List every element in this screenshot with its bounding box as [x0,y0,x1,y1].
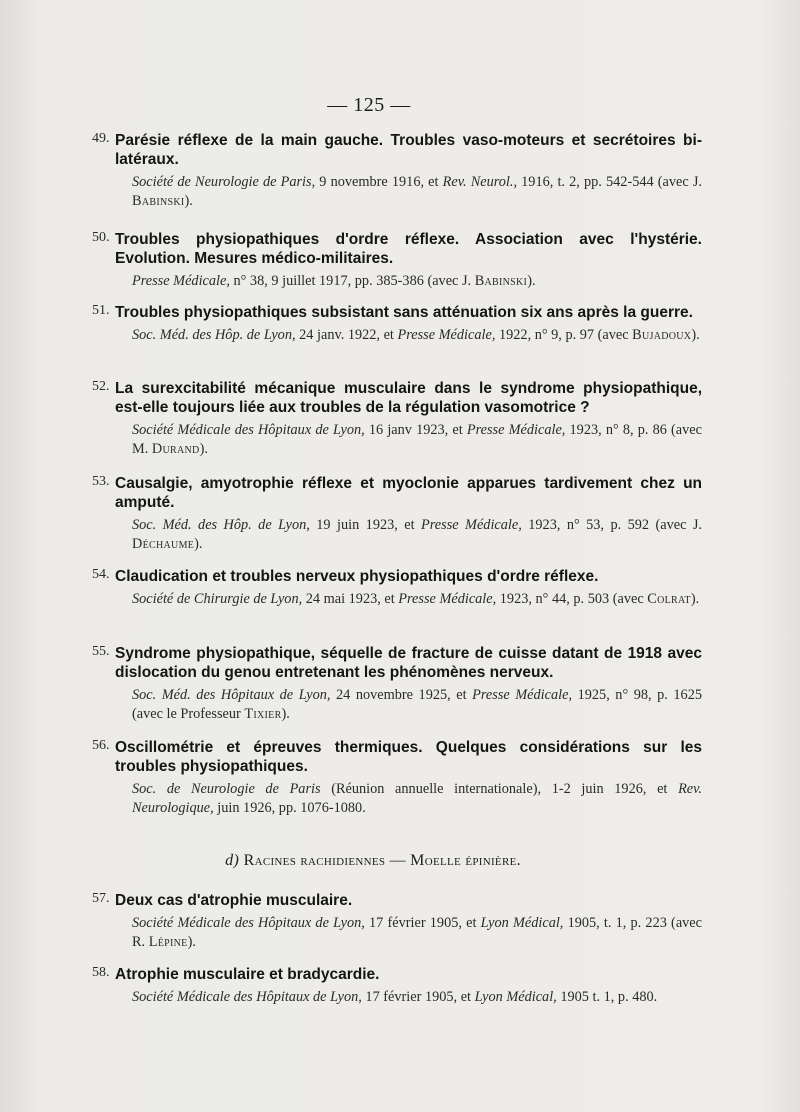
entry-reference [132,780,702,818]
journal-name: Presse Médicale, [421,517,522,533]
reference-text: ). [199,441,208,457]
reference-text: ). [194,536,203,552]
entry-reference [132,686,702,724]
bibliography-entry-54 [92,567,702,609]
entry-reference [132,914,702,952]
reference-text: 17 février 1905, et [364,915,481,931]
entry-title: Claudication et troubles nerveux physiopathiques d'ordre réflexe. [115,568,599,585]
coauthor-name: Déchaume [132,536,195,552]
reference-text: 1905 t. 1, p. 480. [556,989,658,1005]
journal-name: Soc. Méd. des Hôpitaux de Lyon, [132,687,331,703]
reference-text: ). [527,273,536,289]
reference-text: n° 38, 9 juillet 1917, pp. 385-386 (avec J. [229,273,475,289]
reference-text: 1905, t. 1, p. 223 (avec R. [132,915,702,950]
entry-title: Troubles physiopathiques subsistant sans atténuation six ans après la guerre. [115,304,693,321]
journal-name: Lyon Médical, [474,989,557,1005]
bibliography-entry-50 [92,230,702,291]
bibliography-entry-51 [92,303,702,345]
entry-reference [132,590,702,609]
reference-text: ). [184,193,193,209]
reference-text: ). [691,327,700,343]
bibliography-entry-57 [92,891,702,952]
entry-reference [132,272,702,291]
reference-text: 9 novembre 1916, et [315,174,443,190]
entry-reference [132,516,702,554]
reference-text: 19 juin 1923, et [309,517,422,533]
coauthor-name: Babinski [132,193,185,209]
journal-name: Presse Médicale, [466,422,566,438]
bibliography-entry-56 [92,738,702,818]
bibliography-entry-53 [92,474,702,554]
section-heading [0,852,746,870]
section-letter: d) [225,852,240,869]
journal-name: Rev. Neurol., [442,174,518,190]
reference-text: 1925, n° 98, p. 1625 (avec le Professeur [132,687,703,722]
journal-name: Rev. Neurologique, [132,781,702,816]
reference-text: 1923, n° 8, p. 86 (avec M. [132,422,702,457]
entry-title: Troubles physiopathiques d'ordre réflexe. Association avec l'hystérie. Evolution. Mesures médico-militaires. [115,231,702,267]
entry-number: 52. [92,379,110,394]
coauthor-name: Tixier [244,706,282,722]
reference-text: 1916, t. 2, pp. 542-544 (avec J. [517,174,703,190]
entry-reference [132,421,702,459]
entry-number: 54. [92,567,110,582]
section-title: Racines rachidiennes — Moelle épinière. [243,852,521,869]
reference-text: 1922, n° 9, p. 97 (avec [495,327,633,343]
reference-text: 1923, n° 53, p. 592 (avec J. [521,517,702,533]
coauthor-name: Bujadoux [632,327,692,343]
reference-text: (Réunion annuelle internationale), 1-2 juin 1926, et [320,781,679,797]
journal-name: Lyon Médical, [480,915,564,931]
entry-number: 50. [92,230,110,245]
reference-text: ). [281,706,290,722]
entry-reference [132,173,702,211]
journal-name: Société de Chirurgie de Lyon, [132,591,303,607]
entry-number: 53. [92,474,110,489]
entry-number: 57. [92,891,110,906]
page-number: — 125 — [327,94,411,116]
entry-reference [132,326,702,345]
entry-title: Deux cas d'atrophie musculaire. [115,892,353,909]
journal-name: Soc. Méd. des Hôp. de Lyon, [132,517,310,533]
reference-text: 16 janv 1923, et [364,422,467,438]
reference-text: ). [690,591,700,607]
entry-title: La surexcitabilité mécanique musculaire dans le syndrome physiopathique, est-elle toujours liée aux troubles de la régulation vasomotrice ? [115,380,702,416]
bibliography-entry-52 [92,379,702,459]
reference-text: 24 novembre 1925, et [330,687,473,703]
bibliography-entry-58 [92,965,702,1007]
entry-title: Syndrome physiopathique, séquelle de fracture de cuisse datant de 1918 avec dislocation du genou entretenant les phénomènes nerveux. [115,645,702,681]
journal-name: Soc. de Neurologie de Paris [132,781,321,797]
journal-name: Société Médicale des Hôpitaux de Lyon, [132,989,362,1005]
journal-name: Presse Médicale, [472,687,573,703]
bibliography-entry-49 [92,131,702,211]
bibliography-entry-55 [92,644,702,724]
coauthor-name: Colrat [647,591,691,607]
entry-title: Causalgie, amyotrophie réflexe et myoclonie apparues tardivement chez un amputé. [115,475,702,511]
journal-name: Presse Médicale, [132,273,230,289]
coauthor-name: Durand [151,441,200,457]
entry-number: 51. [92,303,110,318]
entry-number: 56. [92,738,110,753]
coauthor-name: Lépine [148,934,188,950]
entry-number: 49. [92,131,110,146]
journal-name: Soc. Méd. des Hôp. de Lyon, [132,327,296,343]
reference-text: juin 1926, pp. 1076-1080. [213,800,366,816]
entry-title: Oscillométrie et épreuves thermiques. Quelques considérations sur les troubles physiopathiques. [115,739,702,775]
journal-name: Société Médicale des Hôpitaux de Lyon, [132,915,365,931]
journal-name: Presse Médicale, [398,591,497,607]
reference-text: 24 mai 1923, et [302,591,399,607]
entry-number: 58. [92,965,110,980]
entry-reference [132,988,702,1007]
journal-name: Société Médicale des Hôpitaux de Lyon, [132,422,365,438]
reference-text: 24 janv. 1922, et [295,327,398,343]
entry-title: Parésie réflexe de la main gauche. Troubles vaso-moteurs et secrétoires bi-latéraux. [115,132,702,168]
coauthor-name: Babinski [474,273,528,289]
journal-name: Société de Neurologie de Paris, [132,174,316,190]
entry-number: 55. [92,644,110,659]
journal-name: Presse Médicale, [397,327,496,343]
reference-text: ). [187,934,196,950]
reference-text: 17 février 1905, et [361,989,475,1005]
entry-title: Atrophie musculaire et bradycardie. [115,966,380,983]
reference-text: 1923, n° 44, p. 503 (avec [496,591,648,607]
